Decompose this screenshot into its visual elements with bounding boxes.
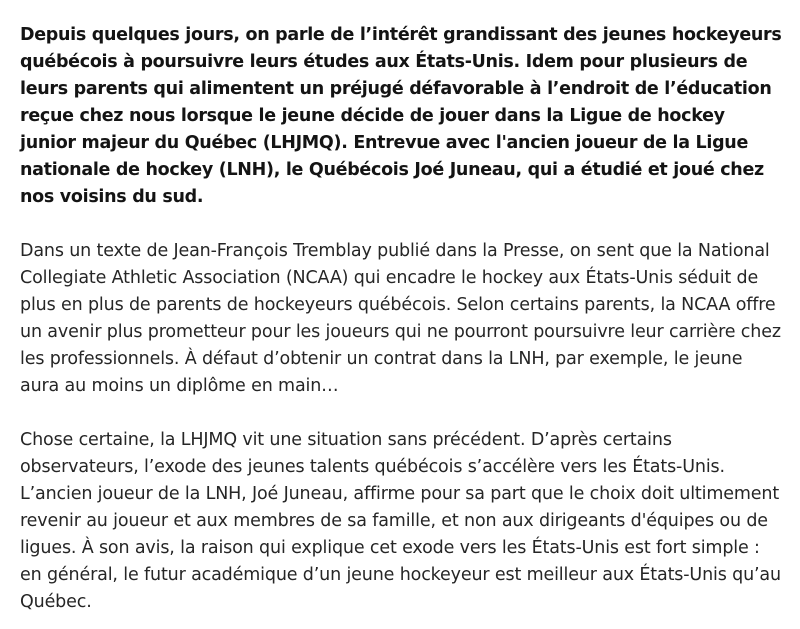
article-paragraph-1: Dans un texte de Jean-François Tremblay publié dans la Presse, on sent que la National Collegiate Athletic Association (NCAA) qui encadre le hockey aux États-Unis séduit de plus en plus de parents de hockeyeurs québécois. Selon certains parents, la NCAA offre un avenir plus prometteur pour les joueurs qui ne pourront poursuivre leur carrière chez les professionnels. À défaut d’obtenir un contrat dans la LNH, par exemple, le jeune aura au moins un diplôme en main… <box>20 241 781 396</box>
article-body <box>20 22 782 616</box>
article-paragraph-2: Chose certaine, la LHJMQ vit une situation sans précédent. D’après certains observateurs, l’exode des jeunes talents québécois s’accélère vers les États-Unis. L’ancien joueur de la LNH, Joé Juneau, affirme pour sa part que le choix doit ultimement revenir au joueur et aux membres de sa famille, et non aux dirigeants d'équipes ou de ligues. À son avis, la raison qui explique cet exode vers les États-Unis est fort simple : en général, le futur académique d’un jeune hockeyeur est meilleur aux États-Unis qu’au Québec. <box>20 430 781 612</box>
article-lead-paragraph: Depuis quelques jours, on parle de l’intérêt grandissant des jeunes hockeyeurs québécois à poursuivre leurs études aux États-Unis. Idem pour plusieurs de leurs parents qui alimentent un préjugé défavorable à l’endroit de l’éducation reçue chez nous lorsque le jeune décide de jouer dans la Ligue de hockey junior majeur du Québec (LHJMQ). Entrevue avec l'ancien joueur de la Ligue nationale de hockey (LNH), le Québécois Joé Juneau, qui a étudié et joué chez nos voisins du sud. <box>20 25 782 207</box>
